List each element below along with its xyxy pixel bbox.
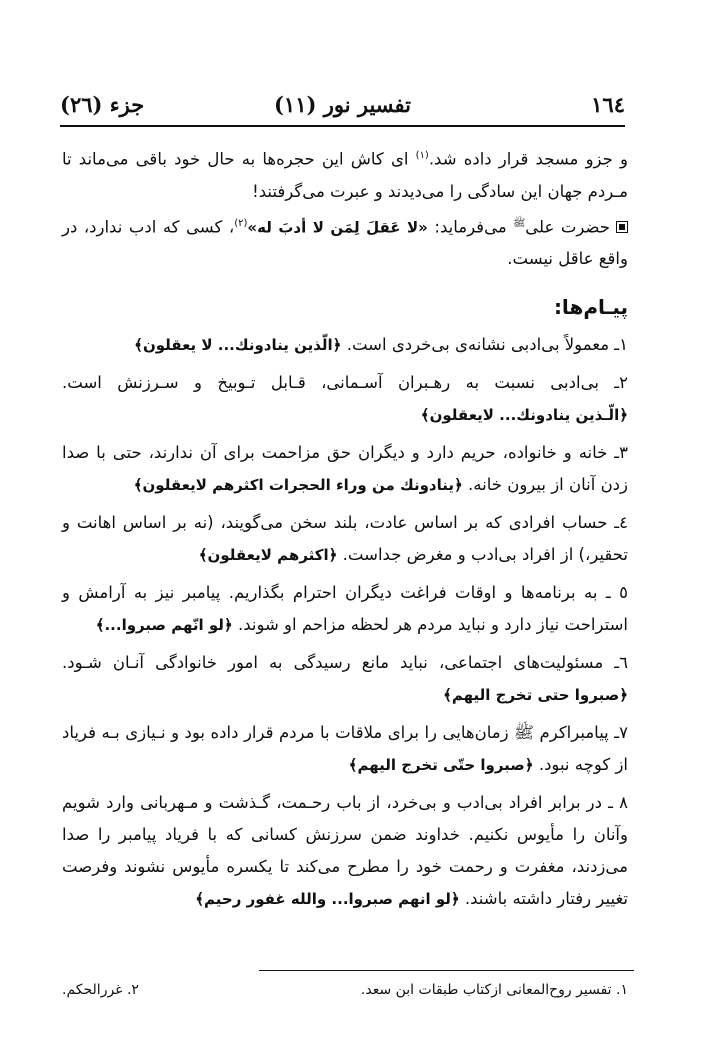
message-item: ٨ ـ در برابر افراد بی‌ادب و بی‌خرد، از باب رحـمت، گـذشت و مـهربانی وارد شویم وآنان را مأیوس نکنیم. خداوند ضمن سرزنش کسانی که با فریاد پیامبر را صدا می‌زدند، مغفرت و رحمت خود را مطرح می‌کند تا یکسره مأیوس نشوند وفرصت تغییر رفتار داشته باشند. ﴿لو انهم صبروا... والله غفور رحیم﴾ xyxy=(62,793,628,908)
note-square-icon xyxy=(616,221,628,233)
footnote-ref-2: (٢) xyxy=(234,217,248,229)
honorific-mark: ﷺ xyxy=(513,217,526,229)
message-item: ٣ـ خانه و خانواده، حریم دارد و دیگران حق مزاحمت برای آن ندارند، حتی با صدا زدن آنان از بیرون خانه. ﴿ینادونك من وراء الحجرات اكثرهم لایعقلون﴾ xyxy=(62,443,628,494)
footnote-rule xyxy=(259,970,634,971)
ayah-quote: ﴿صبروا حتی تخرج الیهم﴾ xyxy=(443,686,628,704)
page-header xyxy=(60,92,625,124)
footnote-2: ٢. غررالحکم. xyxy=(62,982,139,998)
ayah-quote: ﴿صبروا حتّی تخرج الیهم﴾ xyxy=(348,756,534,774)
intro-paragraph: و جزو مسجد قرار داده شد.$^{(١)}$ ای کاش این حجره‌ها به حال خود باقی می‌ماند تا مـردم جهان این سادگی را می‌دیدند و عبرت می‌گرفتند! xyxy=(62,149,628,201)
footnote-1: ١. تفسیر روح‌المعانی ازکتاب طبقات ابن سعد. xyxy=(360,982,628,998)
hadith-quote: «لا عَقلَ لِمَن لا أدبَ له» xyxy=(247,218,428,236)
page-number: ١٦٤ xyxy=(591,92,625,117)
page-body xyxy=(62,140,628,921)
running-title: تفسیر نور (١١) xyxy=(273,92,412,117)
juz-label: جزء (٢٦) xyxy=(60,92,145,117)
ayah-quote: ﴿لو انهم صبروا... والله غفور رحیم﴾ xyxy=(195,890,460,908)
ayah-quote: ﴿الّـذین ینادونك... لایعقلون﴾ xyxy=(420,406,628,424)
ayah-quote: ﴿ینادونك من وراء الحجرات اكثرهم لایعقلون﴾ xyxy=(133,476,463,494)
message-item: ١ـ معمولاً بی‌ادبی نشانه‌ی بی‌خردی است. ﴿الّذین ینادونك... لا یعقلون﴾ xyxy=(134,335,628,354)
section-heading: پیـام‌ها: xyxy=(553,295,628,319)
message-item: ٥ ـ به برنامه‌ها و اوقات فراغت دیگران احترام بگذاریم. پیامبر نیز به آرامش و استراحت نیاز دارد و نباید مردم هر لحظه مزاحم او شوند. ﴿لو انّهم صبروا...﴾ xyxy=(62,583,628,634)
header-rule xyxy=(60,125,625,127)
ayah-quote: ﴿لو انّهم صبروا...﴾ xyxy=(95,616,233,634)
ayah-quote: ﴿الّذین ینادونك... لا یعقلون﴾ xyxy=(134,336,342,354)
message-item: ٤ـ حساب افرادی که بر اساس عادت، بلند سخن می‌گویند، (نه بر اساس اهانت و تحقیر،) از افراد بی‌ادب و مغرض جداست. ﴿اكثرهم لایعقلون﴾ xyxy=(62,513,628,564)
quote-paragraph: حضرت علی$^ﷺ$ می‌فرماید: «لا عَقلَ لِمَن لا أدبَ له»$^{(٢)}$، کسی که ادب ندارد، در واقع عاقل نیست. xyxy=(62,217,628,268)
message-item: ٦ـ مسئولیت‌های اجتماعی، نباید مانع رسیدگی به امور خانوادگی آنـان شـود. ﴿صبروا حتی تخرج الیهم﴾ xyxy=(62,653,628,704)
message-item: ٧ـ پیامبراکرم ﷺ زمان‌هایی را برای ملاقات با مردم قرار داده بود و نـیازی بـه فریاد از کوچه نبود. ﴿صبروا حتّی تخرج الیهم﴾ xyxy=(62,723,628,774)
footnotes xyxy=(62,982,628,1010)
ayah-quote: ﴿اكثرهم لایعقلون﴾ xyxy=(198,546,338,564)
message-item: ٢ـ بی‌ادبی نسبت به رهـبران آسـمانی، قـابل تـوبیخ و سـرزنش است. ﴿الّـذین ینادونك... لایعقلون﴾ xyxy=(62,373,628,424)
footnote-ref-1: (١) xyxy=(415,150,429,161)
